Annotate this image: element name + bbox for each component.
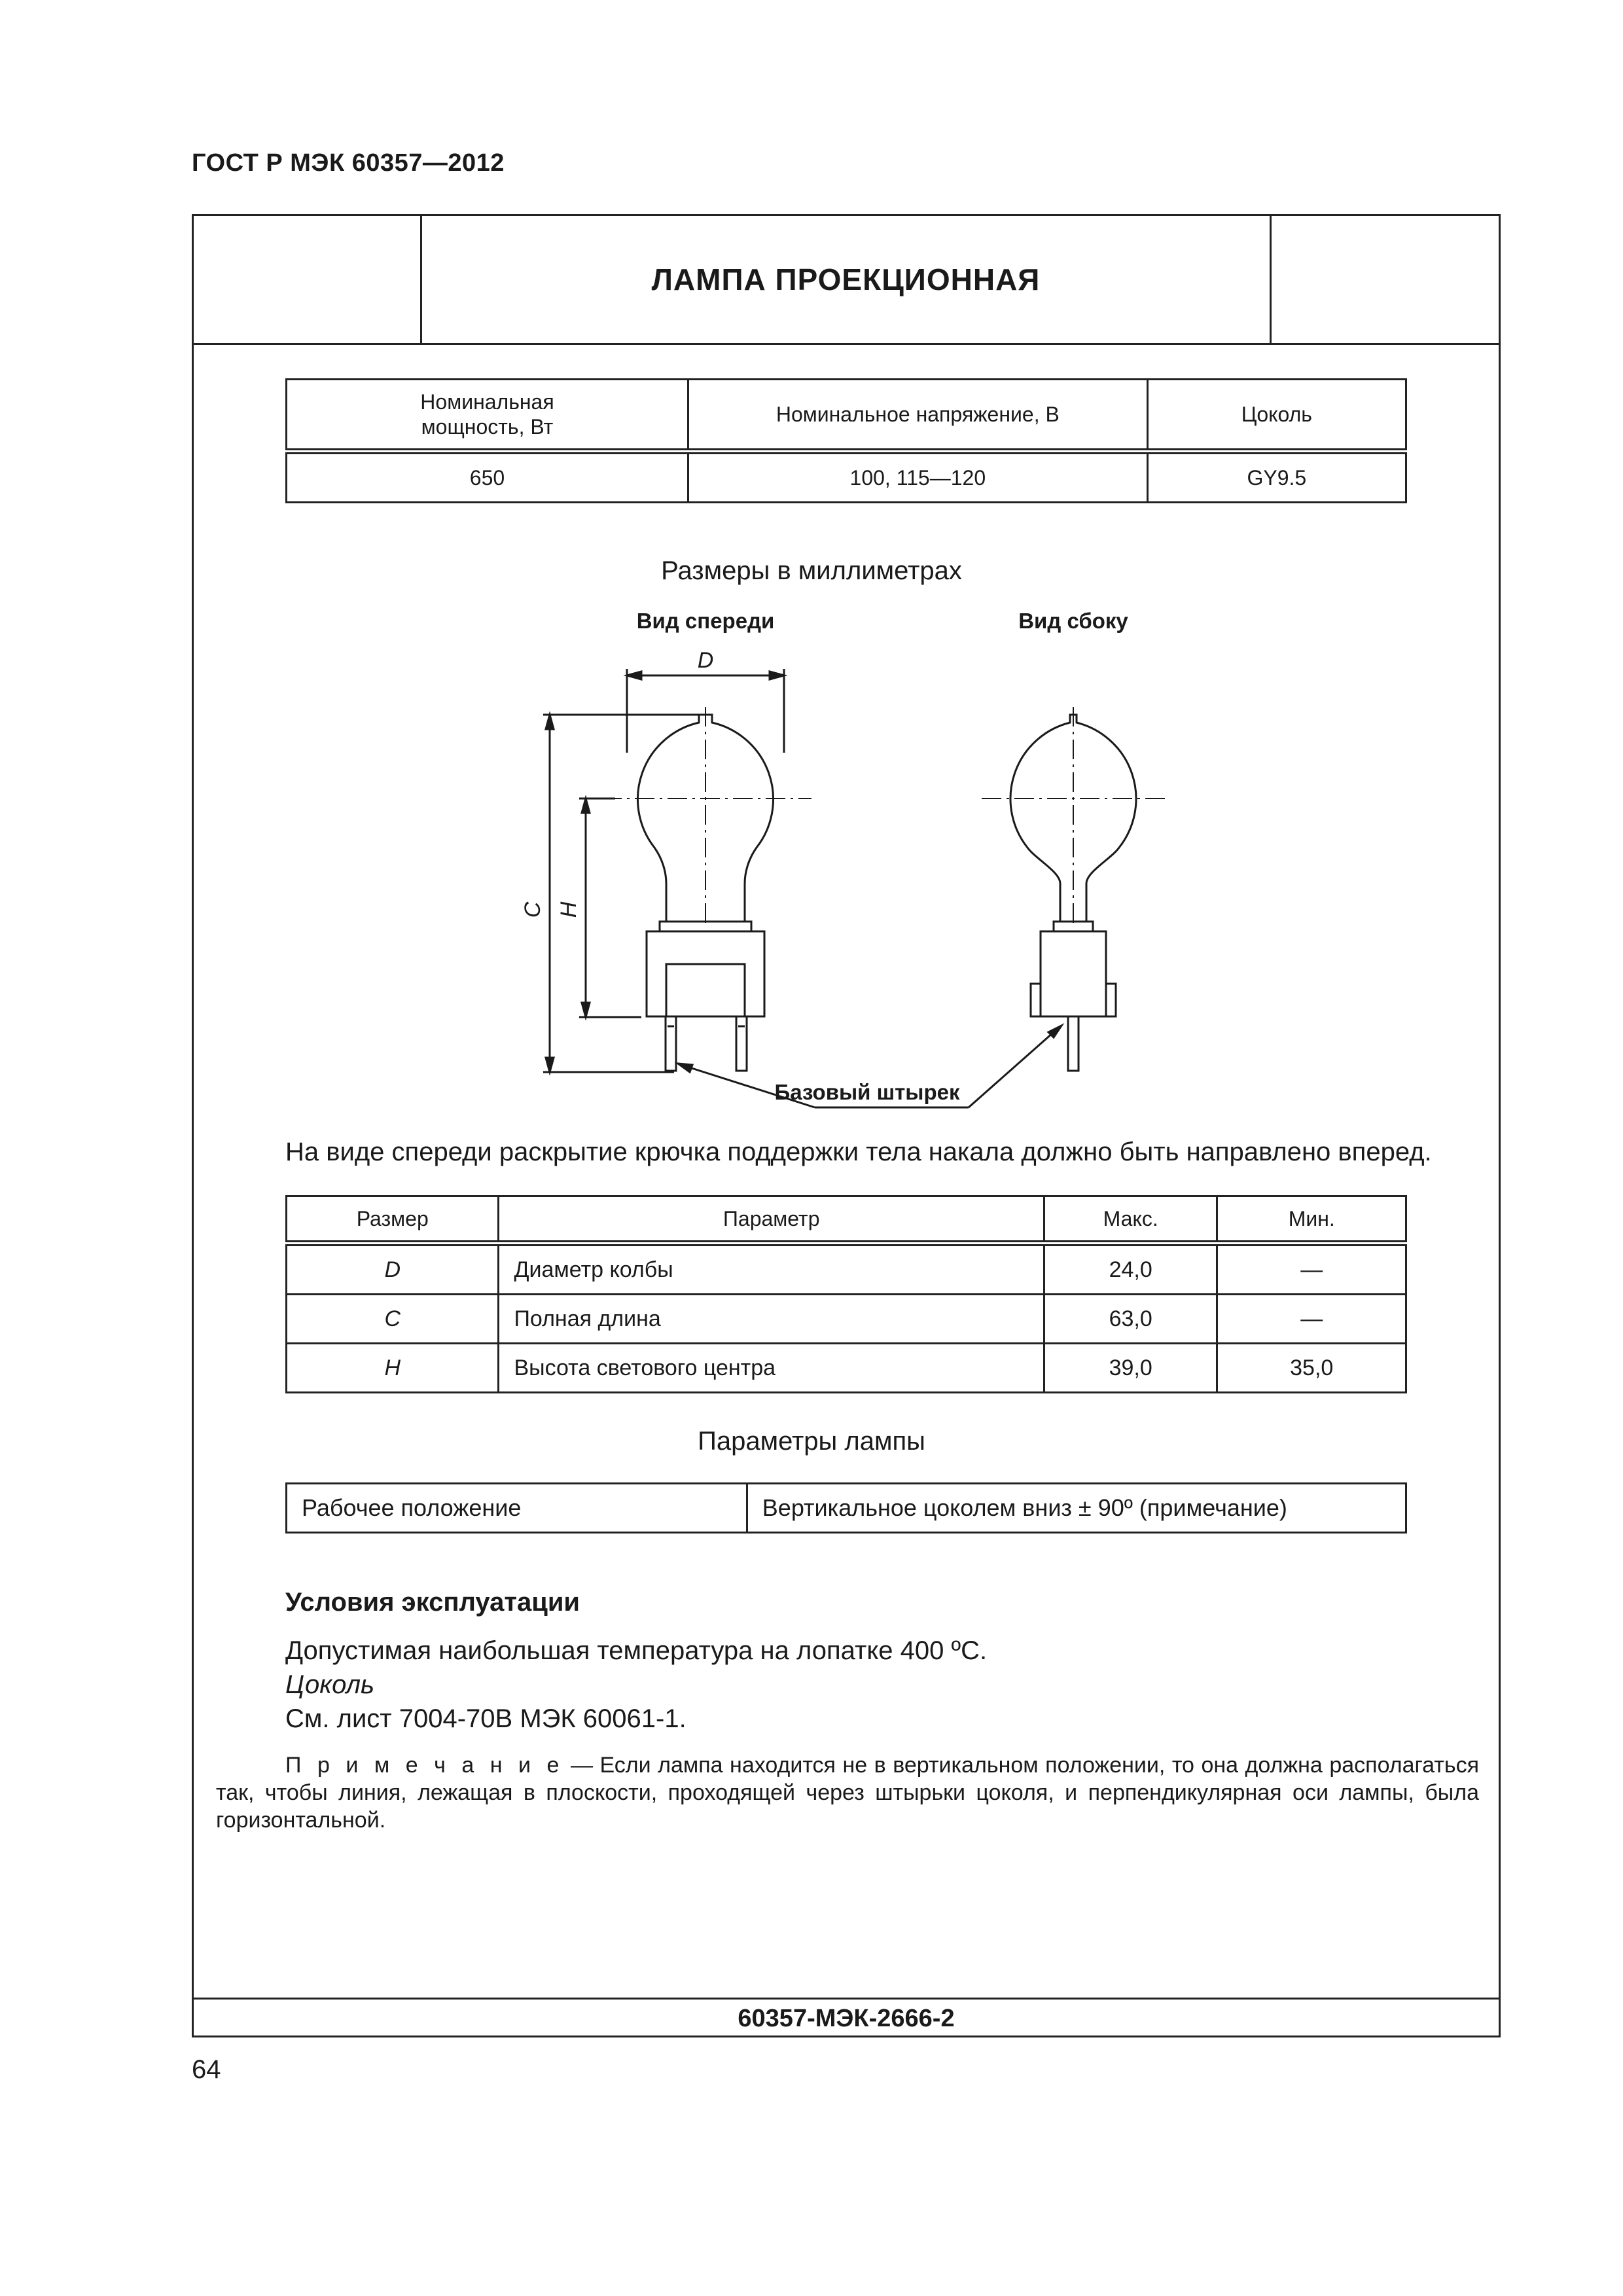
note-text: — Если лампа находится не в вертикальном положении, то она должна располагаться так, чтобы линия, лежащая в плоскости, проходящей через штырьки цоколя, и перпендикулярная оси лампы, была горизонтальной. [216, 1753, 1479, 1833]
row-min: — [1217, 1244, 1406, 1295]
page-number: 64 [192, 2055, 221, 2084]
row-symbol: D [287, 1244, 499, 1295]
dim-d-label: D [697, 648, 714, 673]
param-name: Рабочее положение [287, 1484, 747, 1533]
row-max: 24,0 [1044, 1244, 1217, 1295]
value-power: 650 [287, 452, 688, 503]
dim-h-label: H [556, 901, 581, 918]
row-min: — [1217, 1295, 1406, 1344]
header-max: Макс. [1044, 1196, 1217, 1244]
dim-h-line [579, 798, 641, 1017]
title-cell-right [1270, 214, 1501, 345]
ratings-table [285, 378, 1407, 503]
note-prefix: П р и м е ч а н и е [285, 1753, 564, 1778]
header-parameter: Параметр [499, 1196, 1044, 1244]
conditions-heading: Условия эксплуатации [285, 1588, 580, 1617]
row-max: 39,0 [1044, 1344, 1217, 1393]
dim-c-line [543, 715, 710, 1072]
header-size: Размер [287, 1196, 499, 1244]
header-min: Мин. [1217, 1196, 1406, 1244]
table-row [287, 1295, 1406, 1344]
row-min: 35,0 [1217, 1344, 1406, 1393]
lamp-params-table [285, 1482, 1407, 1534]
conditions-base-heading: Цоколь [285, 1670, 375, 1699]
row-max: 63,0 [1044, 1295, 1217, 1344]
dimensions-table [285, 1195, 1407, 1393]
value-voltage: 100, 115—120 [688, 452, 1147, 503]
side-view-lamp [982, 707, 1168, 1071]
table-row [287, 1484, 1406, 1533]
orientation-note: На виде спереди раскрытие крючка поддержки тела накала должно быть направлено вперед. [285, 1138, 1432, 1166]
row-parameter: Высота светового центра [499, 1344, 1044, 1393]
dim-c-label: C [520, 901, 545, 918]
note [216, 1751, 1479, 1834]
value-base: GY9.5 [1147, 452, 1406, 503]
header-base: Цоколь [1147, 380, 1406, 452]
front-view-label: Вид спереди [636, 609, 775, 633]
conditions-base-reference: См. лист 7004-70В МЭК 60061-1. [285, 1704, 687, 1733]
title-cell-left [192, 214, 422, 345]
header-voltage: Номинальное напряжение, В [688, 380, 1147, 452]
document-header: ГОСТ Р МЭК 60357—2012 [192, 149, 505, 177]
dimensions-caption: Размеры в миллиметрах [661, 556, 962, 585]
table-row [287, 1344, 1406, 1393]
param-value: Вертикальное цоколем вниз ± 90º (примечание) [747, 1484, 1406, 1533]
sheet-number: 60357-МЭК-2666-2 [192, 1998, 1501, 2037]
lamp-params-caption: Параметры лампы [698, 1427, 925, 1456]
header-power [287, 380, 688, 452]
row-symbol: C [287, 1295, 499, 1344]
row-symbol: H [287, 1344, 499, 1393]
side-view-label: Вид сбоку [1018, 609, 1128, 633]
lamp-drawing [510, 602, 1198, 1119]
row-parameter: Полная длина [499, 1295, 1044, 1344]
table-row [287, 1244, 1406, 1295]
pin-label: Базовый штырек [774, 1080, 960, 1104]
page-title: ЛАМПА ПРОЕКЦИОННАЯ [651, 262, 1041, 296]
conditions-temperature: Допустимая наибольшая температура на лопатке 400 ºС. [285, 1636, 988, 1665]
row-parameter: Диаметр колбы [499, 1244, 1044, 1295]
header-power-line: Номинальная [420, 390, 554, 414]
header-power-line: мощность, Вт [421, 415, 554, 439]
